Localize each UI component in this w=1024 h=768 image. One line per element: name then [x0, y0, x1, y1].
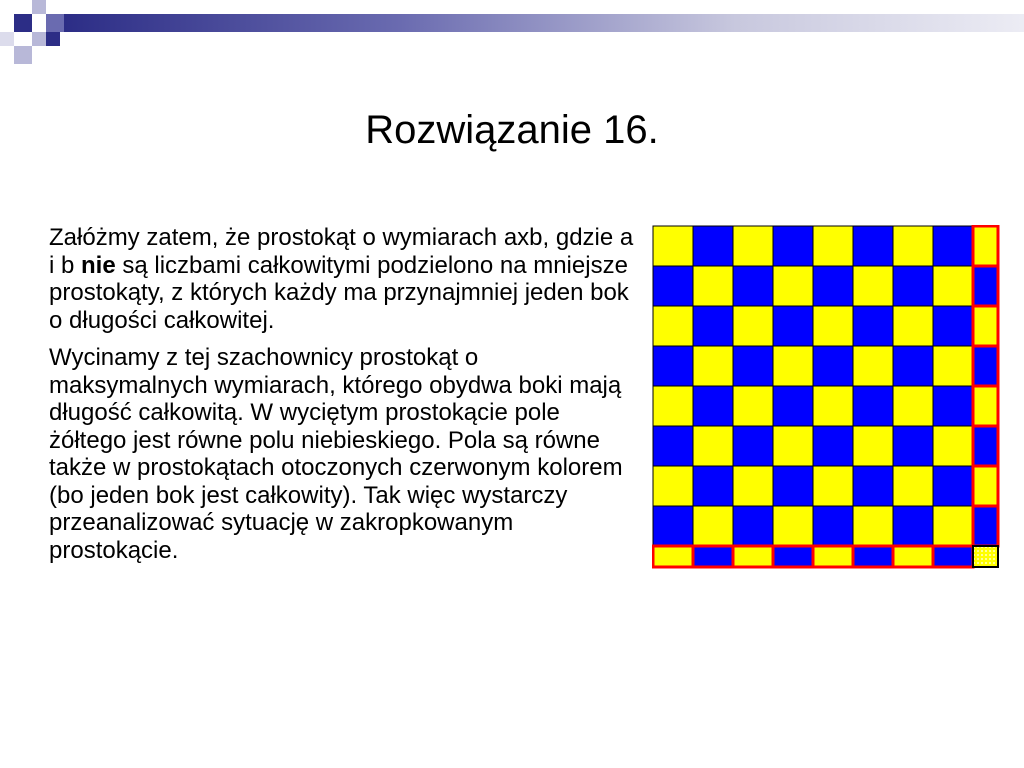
board-cell — [653, 266, 693, 306]
board-cell — [773, 226, 813, 266]
board-cell — [893, 466, 933, 506]
deco-square-6 — [0, 32, 14, 46]
board-cell — [933, 346, 973, 386]
board-cell — [813, 466, 853, 506]
board-cell — [853, 226, 893, 266]
paragraph-2: Wycinamy z tej szachownicy prostokąt o maksymalnych wymiarach, którego obydwa boki mają długość całkowitą. W wyciętym prostokącie pole żółtego jest równe polu niebieskiego. Pola są równe także w prostokątach otoczonych czerwonym kolorem (bo jeden bok jest całkowity). Tak więc wystarczy przeanalizować sytuację w zakropkowanym prostokącie. — [49, 344, 623, 564]
board-cell — [693, 306, 733, 346]
board-cell — [653, 466, 693, 506]
board-cell — [813, 506, 853, 546]
board-cell — [773, 386, 813, 426]
board-cell — [853, 506, 893, 546]
board-cell — [933, 306, 973, 346]
slide-body — [49, 224, 639, 574]
red-strip-cell — [773, 546, 813, 567]
board-cell — [853, 306, 893, 346]
board-cell — [853, 466, 893, 506]
board-cell — [733, 506, 773, 546]
deco-square-4 — [32, 32, 46, 46]
board-cell — [693, 386, 733, 426]
slide-title: Rozwiązanie 16. — [365, 108, 659, 152]
board-cell — [813, 386, 853, 426]
red-strip-cell — [893, 546, 933, 567]
red-strip-cell — [933, 546, 973, 567]
board-cell — [773, 346, 813, 386]
board-cell — [733, 466, 773, 506]
board-cell — [813, 226, 853, 266]
board-cell — [813, 346, 853, 386]
board-cell — [853, 346, 893, 386]
board-cell — [893, 266, 933, 306]
board-cell — [653, 386, 693, 426]
board-cell — [813, 266, 853, 306]
board-cell — [693, 226, 733, 266]
board-cell — [933, 466, 973, 506]
red-strip-cell — [973, 306, 998, 346]
board-cell — [893, 386, 933, 426]
board-cell — [693, 426, 733, 466]
board-cell — [733, 386, 773, 426]
board-cell — [813, 426, 853, 466]
header-gradient-band — [64, 14, 1024, 32]
board-cell — [773, 466, 813, 506]
board-cell — [693, 506, 733, 546]
dotted-corner-cell — [973, 546, 998, 567]
board-cell — [773, 306, 813, 346]
board-cell — [933, 266, 973, 306]
deco-square-2 — [32, 0, 46, 14]
chessboard-diagram — [652, 225, 1004, 573]
board-cell — [853, 386, 893, 426]
board-cell — [653, 426, 693, 466]
board-cell — [893, 506, 933, 546]
board-cell — [733, 426, 773, 466]
deco-square-3 — [46, 14, 64, 32]
red-strip-cell — [973, 426, 998, 466]
red-strip-cell — [973, 386, 998, 426]
board-cell — [653, 226, 693, 266]
paragraph-1 — [49, 224, 639, 334]
board-cell — [653, 306, 693, 346]
board-cell — [853, 266, 893, 306]
red-strip-cell — [973, 506, 998, 546]
board-cell — [893, 346, 933, 386]
board-cell — [773, 426, 813, 466]
board-cell — [813, 306, 853, 346]
red-strip-cell — [973, 466, 998, 506]
red-strip-cell — [973, 346, 998, 386]
board-cell — [893, 306, 933, 346]
paragraph-1-end: są liczbami całkowitymi podzielono na mniejsze prostokąty, z których każdy ma przynajmniej jeden bok o długości całkowitej. — [49, 251, 629, 334]
board-cell — [933, 226, 973, 266]
board-cell — [933, 506, 973, 546]
red-strip-cell — [653, 546, 693, 567]
board-cell — [933, 386, 973, 426]
board-cell — [773, 506, 813, 546]
board-cell — [733, 226, 773, 266]
board-cell — [853, 426, 893, 466]
red-strip-cell — [853, 546, 893, 567]
board-cell — [693, 466, 733, 506]
board-cell — [693, 266, 733, 306]
deco-square-7 — [46, 32, 60, 46]
board-cell — [653, 506, 693, 546]
board-cell — [773, 266, 813, 306]
red-strip-cell — [733, 546, 773, 567]
board-cell — [893, 226, 933, 266]
paragraph-1-bold: nie — [81, 251, 116, 279]
red-strip-cell — [813, 546, 853, 567]
board-cell — [733, 266, 773, 306]
board-cell — [933, 426, 973, 466]
board-cell — [653, 346, 693, 386]
board-cell — [733, 346, 773, 386]
board-cell — [893, 426, 933, 466]
red-strip-cell — [973, 226, 998, 266]
deco-square-5 — [14, 46, 32, 64]
paragraph-1-start: Załóżmy zatem, że prostokąt o wymiarach axb, gdzie a i b — [49, 224, 634, 279]
red-strip-cell — [973, 266, 998, 306]
red-strip-cell — [693, 546, 733, 567]
board-cell — [693, 346, 733, 386]
deco-square-1 — [14, 14, 32, 32]
board-cell — [733, 306, 773, 346]
